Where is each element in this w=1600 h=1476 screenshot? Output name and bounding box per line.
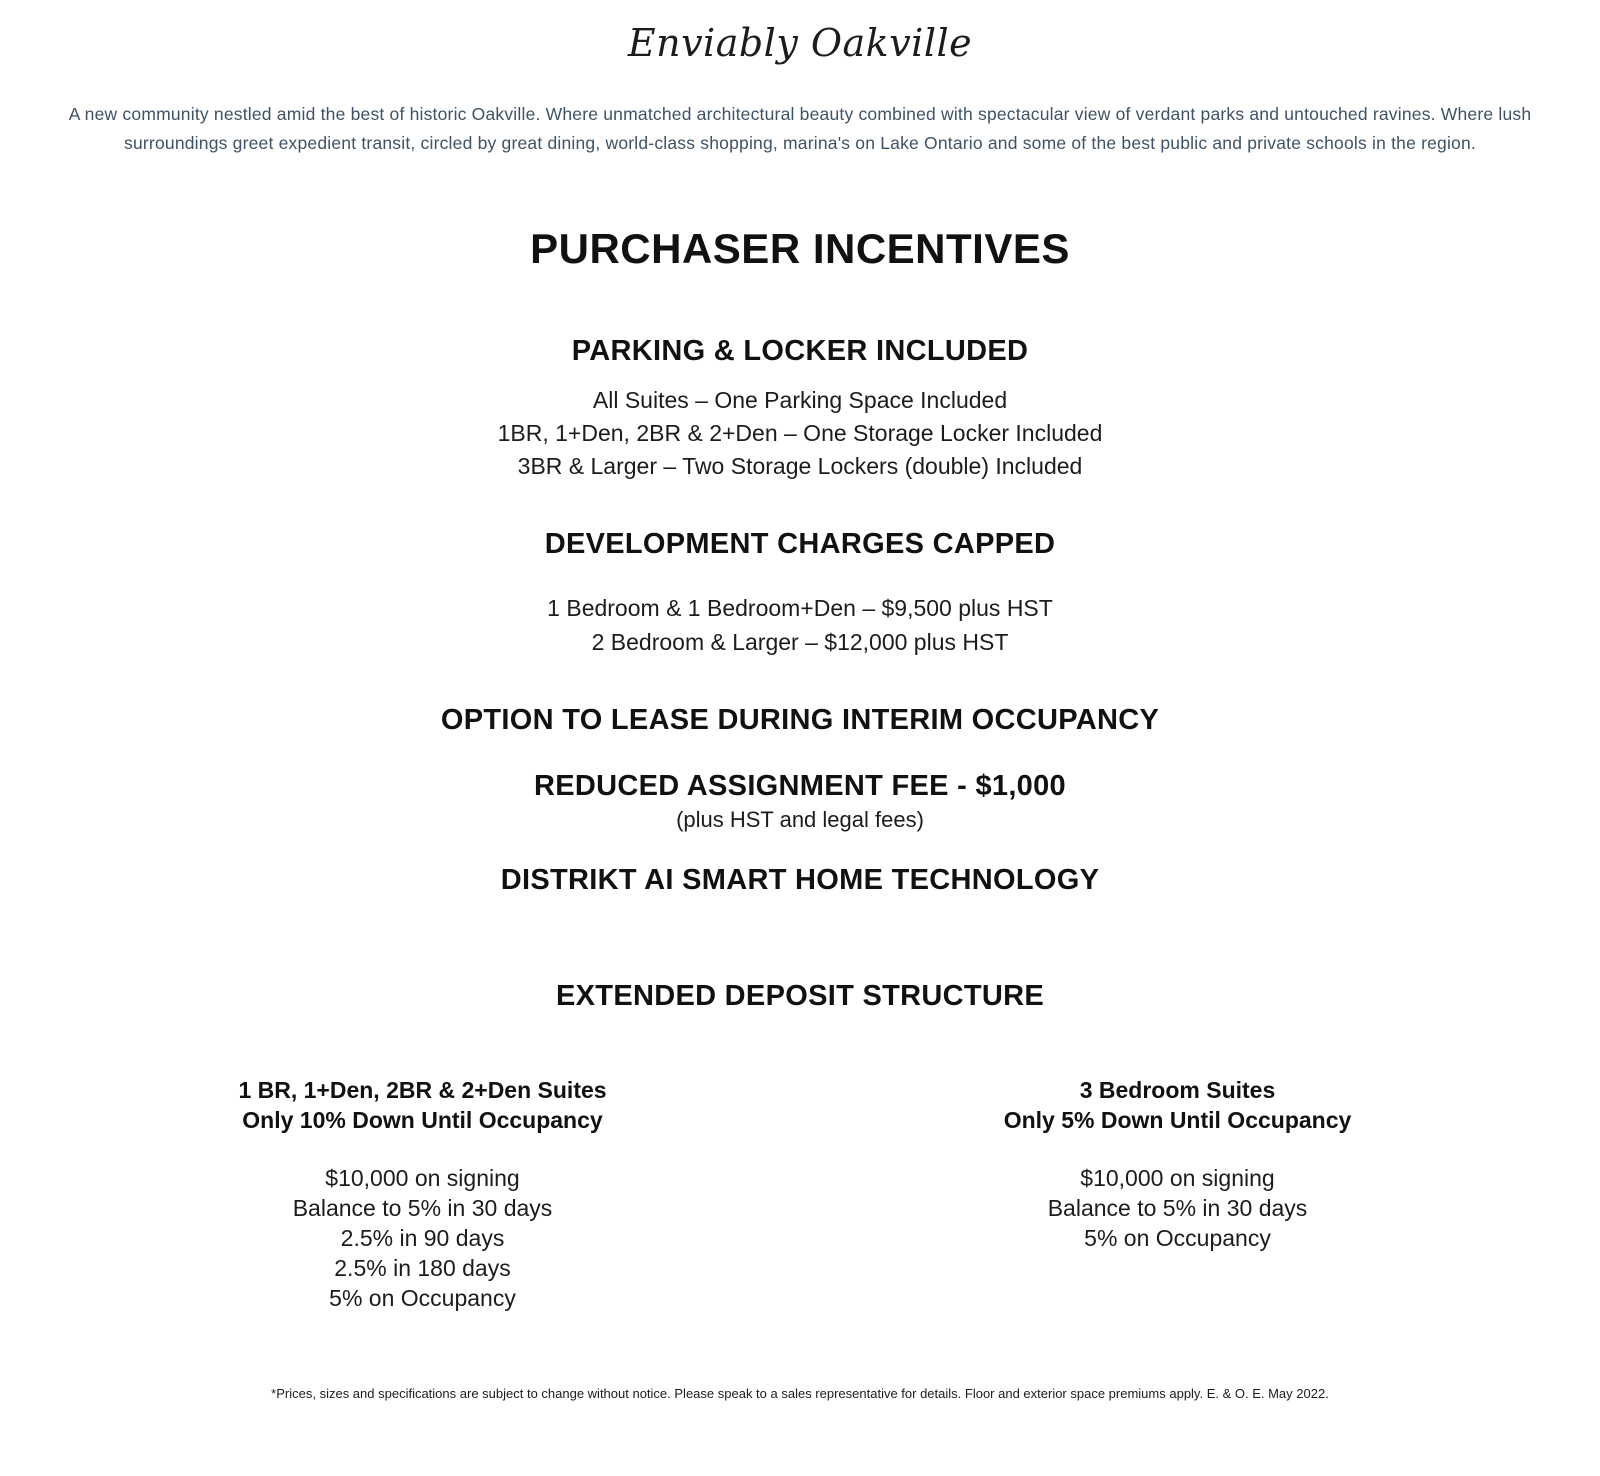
deposit-schedule-line: 5% on Occupancy (1084, 1225, 1271, 1251)
development-line: 1 Bedroom & 1 Bedroom+Den – $9,500 plus HST (547, 595, 1053, 621)
section-heading-parking: PARKING & LOCKER INCLUDED (571, 335, 1029, 367)
deposit-column-small-suites (45, 1075, 800, 1313)
deposit-column-header-line: Only 10% Down Until Occupancy (242, 1107, 603, 1133)
deposit-column-three-bedroom (800, 1075, 1555, 1313)
section-assignment-fee (0, 769, 1600, 835)
deposit-schedule-line: 2.5% in 90 days (340, 1225, 505, 1251)
deposit-column-header-line: Only 5% Down Until Occupancy (1003, 1107, 1352, 1133)
community-intro-paragraph: A new community nestled amid the best of historic Oakville. Where unmatched architectural beauty combined with spectacular view of verdant parks and untouched ravines. Where lush surroundings greet expedient transit, circled by great dining, world-class shopping, marina's on Lake Ontario and some of the best public and private schools in the region. (68, 104, 1532, 153)
deposit-schedule-line: $10,000 on signing (1080, 1165, 1275, 1191)
section-heading-smart-home: DISTRIKT AI SMART HOME TECHNOLOGY (500, 864, 1100, 896)
section-development-lines (0, 591, 1600, 659)
parking-line: 3BR & Larger – Two Storage Lockers (double) Included (517, 453, 1083, 479)
deposit-column-header-line: 3 Bedroom Suites (1079, 1077, 1276, 1103)
deposit-structure-columns (0, 1075, 1600, 1313)
deposit-schedule-line: Balance to 5% in 30 days (292, 1195, 553, 1221)
section-heading-assignment-fee: REDUCED ASSIGNMENT FEE - $1,000 (534, 770, 1066, 802)
deposit-schedule-line: $10,000 on signing (325, 1165, 520, 1191)
section-parking-lines (0, 384, 1600, 483)
deposit-schedule-line: 5% on Occupancy (329, 1285, 516, 1311)
section-heading-development: DEVELOPMENT CHARGES CAPPED (544, 528, 1056, 560)
deposit-column-schedule (45, 1163, 800, 1313)
deposit-schedule-line: 2.5% in 180 days (334, 1255, 511, 1281)
legal-disclaimer: *Prices, sizes and specifications are subject to change without notice. Please speak to a sales representative for details. Floor and exterior space premiums apply. E. & O. E. May 2022. (271, 1386, 1329, 1401)
deposit-column-header-line: 1 BR, 1+Den, 2BR & 2+Den Suites (238, 1077, 607, 1103)
parking-line: All Suites – One Parking Space Included (592, 387, 1008, 413)
section-heading-lease-option: OPTION TO LEASE DURING INTERIM OCCUPANCY (440, 704, 1160, 736)
parking-line: 1BR, 1+Den, 2BR & 2+Den – One Storage Locker Included (497, 420, 1103, 446)
deposit-column-header (45, 1075, 800, 1135)
section-parking-locker (0, 334, 1600, 483)
deposit-schedule-line: Balance to 5% in 30 days (1047, 1195, 1308, 1221)
deposit-column-schedule (800, 1163, 1555, 1253)
brand-title: Enviably Oakville (627, 21, 973, 65)
deposit-column-header (800, 1075, 1555, 1135)
section-development-charges (0, 527, 1600, 659)
development-line: 2 Bedroom & Larger – $12,000 plus HST (591, 629, 1009, 655)
assignment-fee-subnote: (plus HST and legal fees) (676, 807, 924, 832)
page-title: PURCHASER INCENTIVES (530, 225, 1070, 272)
section-heading-deposit-structure: EXTENDED DEPOSIT STRUCTURE (556, 980, 1044, 1012)
